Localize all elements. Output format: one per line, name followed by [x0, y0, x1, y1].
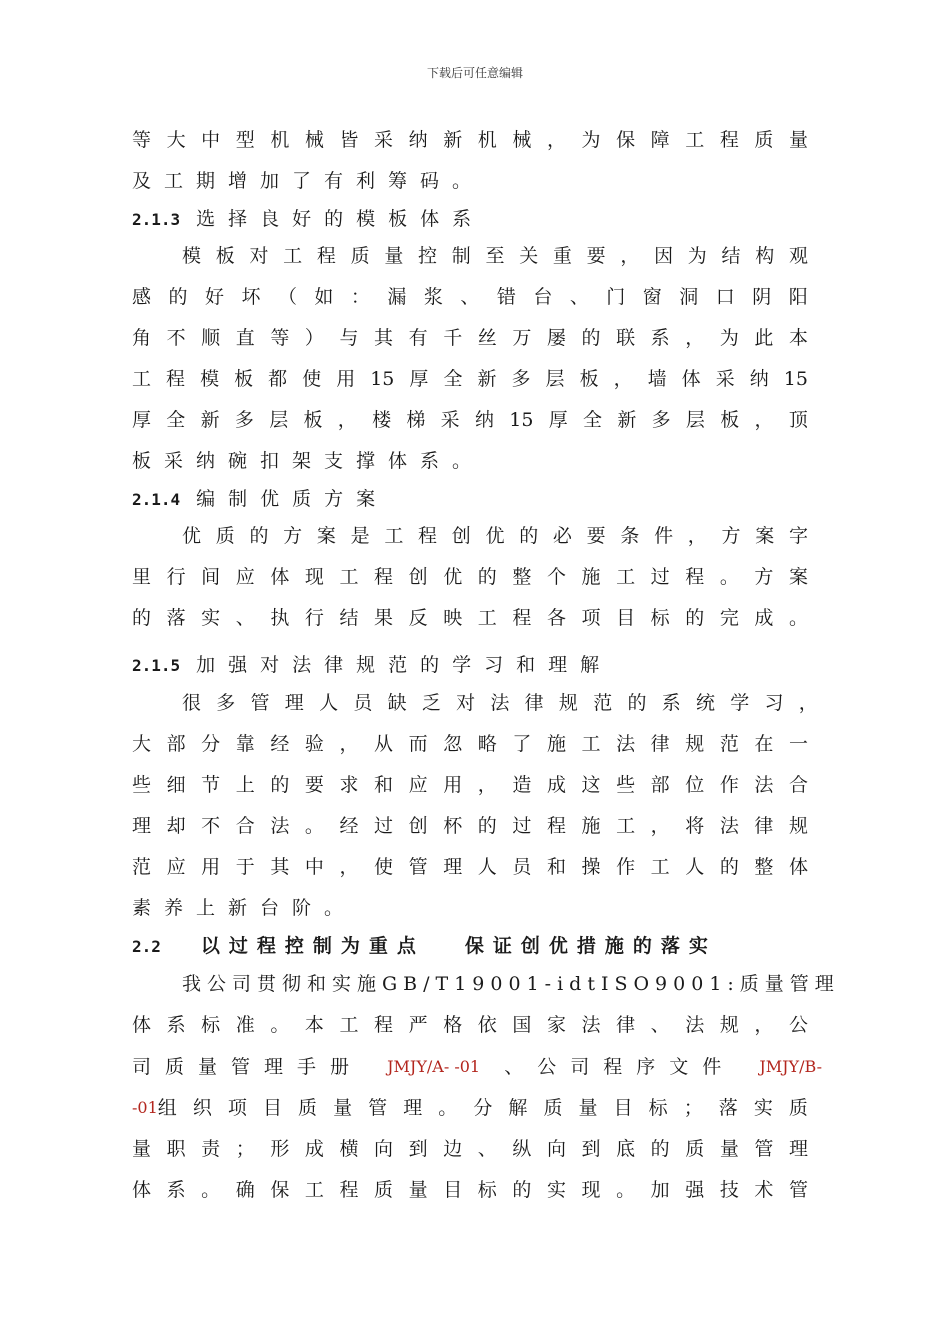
text-line: 厚 全 新 多 层 板 ， 楼 梯 采 纳 15 厚 全 新 多 层 板 ， 顶 — [132, 409, 808, 431]
text-line: 范 应 用 于 其 中 ， 使 管 理 人 员 和 操 作 工 人 的 整 体 — [132, 856, 808, 878]
text-line: 体 系 。 确 保 工 程 质 量 目 标 的 实 现 。 加 强 技 术 管 — [132, 1179, 808, 1201]
text-line: 素养上新台阶。 — [132, 897, 357, 919]
text-line: 的 落 实 、 执 行 结 果 反 映 工 程 各 项 目 标 的 完 成 。 — [132, 607, 808, 629]
section-number: 2.1.5 — [132, 656, 181, 675]
text-run: 、公司程序文件 — [504, 1056, 736, 1078]
text-line: 优 质 的 方 案 是 工 程 创 优 的 必 要 条 件 ， 方 案 字 — [182, 525, 808, 547]
section-title: 选择良好的模板体系 — [196, 208, 485, 230]
text-line: 大 部 分 靠 经 验 ， 从 而 忽 略 了 施 工 法 律 规 范 在 一 — [132, 733, 808, 755]
text-run: JMJY/A- -01 — [387, 1057, 481, 1076]
section-heading — [132, 485, 808, 513]
section-heading — [132, 651, 808, 679]
text-run: 司质量管理手册 — [132, 1056, 364, 1078]
text-run: 组 织 项 目 质 量 管 理 。 分 解 质 量 目 标 ； 落 实 质 — [157, 1097, 808, 1119]
text-line: 板采纳碗扣架支撑体系。 — [132, 450, 485, 472]
section-title: 编制优质方案 — [196, 488, 389, 510]
text-line: 很 多 管 理 人 员 缺 乏 对 法 律 规 范 的 系 统 学 习 ， — [182, 692, 818, 714]
section-title: 加强对法律规范的学习和理解 — [196, 654, 613, 676]
section-heading — [132, 932, 808, 960]
text-line — [132, 1053, 822, 1081]
text-line: 些 细 节 上 的 要 求 和 应 用 ， 造 成 这 些 部 位 作 法 合 — [132, 774, 808, 796]
text-run: 我公司贯彻和实施GB/T19001-idtISO9001:质量管理 — [182, 973, 840, 995]
text-line: 感 的 好 坏 （ 如 ： 漏 浆 、 错 台 、 门 窗 洞 口 阴 阳 — [132, 286, 808, 308]
text-line: 量 职 责 ； 形 成 横 向 到 边 、 纵 向 到 底 的 质 量 管 理 — [132, 1138, 808, 1160]
page-header: 下载后可任意编辑 — [426, 66, 523, 80]
text-line — [182, 970, 840, 998]
text-line: 体 系 标 准 。 本 工 程 严 格 依 国 家 法 律 、 法 规 ， 公 — [132, 1014, 808, 1036]
text-line: 工 程 模 板 都 使 用 15 厚 全 新 多 层 板 ， 墙 体 采 纳 15 — [132, 368, 808, 390]
text-line: 模 板 对 工 程 质 量 控 制 至 关 重 要 ， 因 为 结 构 观 — [182, 245, 808, 267]
text-line: 理 却 不 合 法 。 经 过 创 杯 的 过 程 施 工 ， 将 法 律 规 — [132, 815, 808, 837]
section-heading — [132, 205, 808, 233]
text-line: 角 不 顺 直 等 ） 与 其 有 千 丝 万 屡 的 联 系 ， 为 此 本 — [132, 327, 808, 349]
section-title: 保证创优措施的落实 — [464, 935, 717, 957]
section-number: 2.2 — [132, 937, 161, 956]
text-run: JMJY/B- — [759, 1057, 822, 1076]
text-run: -01 — [132, 1098, 158, 1117]
text-line: 及工期增加了有利筹码。 — [132, 170, 485, 192]
text-line — [132, 1094, 808, 1122]
section-title: 以过程控制为重点 — [200, 935, 425, 957]
text-line: 等 大 中 型 机 械 皆 采 纳 新 机 械 ， 为 保 障 工 程 质 量 — [132, 129, 808, 151]
text-line: 里 行 间 应 体 现 工 程 创 优 的 整 个 施 工 过 程 。 方 案 — [132, 566, 808, 588]
section-number: 2.1.4 — [132, 490, 181, 509]
section-number: 2.1.3 — [132, 210, 181, 229]
